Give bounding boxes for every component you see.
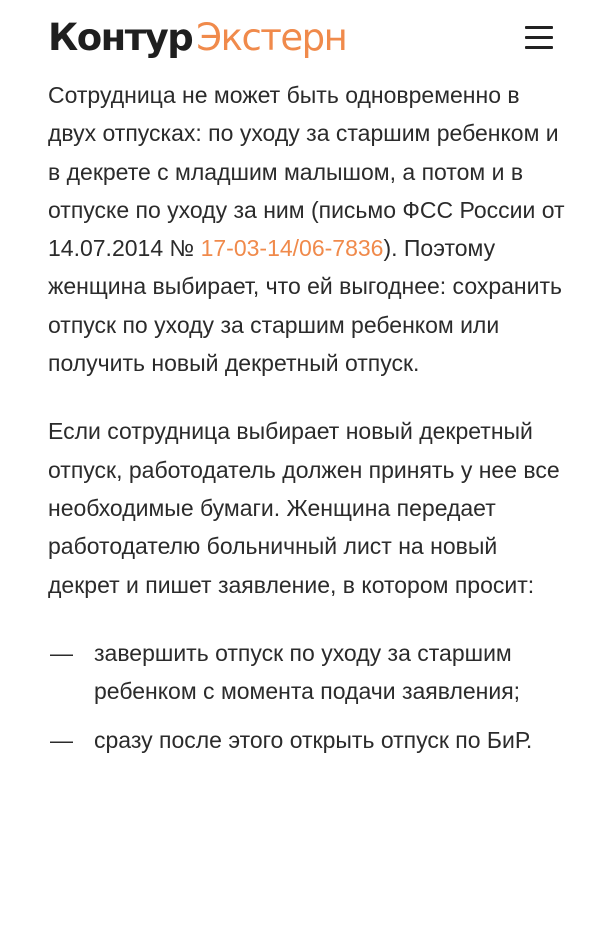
paragraph-1-text-end: ). Поэтому женщина выбирает, что ей выгоднее: сохранить отпуск по уходу за старшим ребенком или получить новый декретный отпуск. xyxy=(48,235,562,377)
list-item-text: сразу после этого открыть отпуск по БиР. xyxy=(94,727,533,754)
list-item-text: завершить отпуск по уходу за старшим ребенком с момента подачи заявления; xyxy=(94,639,521,705)
list-dash-marker: — xyxy=(50,727,73,754)
menu-bar xyxy=(525,46,553,49)
list-dash-marker: — xyxy=(50,639,73,666)
logo-product-text: Экстерн xyxy=(196,16,347,59)
paragraph-1-text-start: Сотрудница не может быть одновременно в двух отпусках: по уходу за старшим ребенком и в декрете с младшим малышом, а потом и в отпуске по уходу за ним (письмо ФСС России от 14.07.2014 № xyxy=(48,82,565,262)
logo-brand-text: Контур xyxy=(48,16,193,59)
site-header xyxy=(0,0,600,76)
menu-bar xyxy=(525,36,553,39)
list-item xyxy=(48,634,568,711)
article-paragraph-1 xyxy=(48,76,568,382)
article-body xyxy=(48,76,568,771)
article-paragraph-2: Если сотрудница выбирает новый декретный отпуск, работодатель должен принять у нее все необходимые бумаги. Женщина передает работодателю больничный лист на новый декрет и пишет заявление, в котором просит: xyxy=(48,418,560,598)
hamburger-menu-icon[interactable] xyxy=(521,22,557,54)
fss-letter-link[interactable]: 17-03-14/06-7836 xyxy=(200,235,384,262)
list-item xyxy=(48,721,568,759)
request-list xyxy=(48,634,568,760)
menu-bar xyxy=(525,26,553,29)
kontur-extern-logo[interactable] xyxy=(48,13,346,63)
